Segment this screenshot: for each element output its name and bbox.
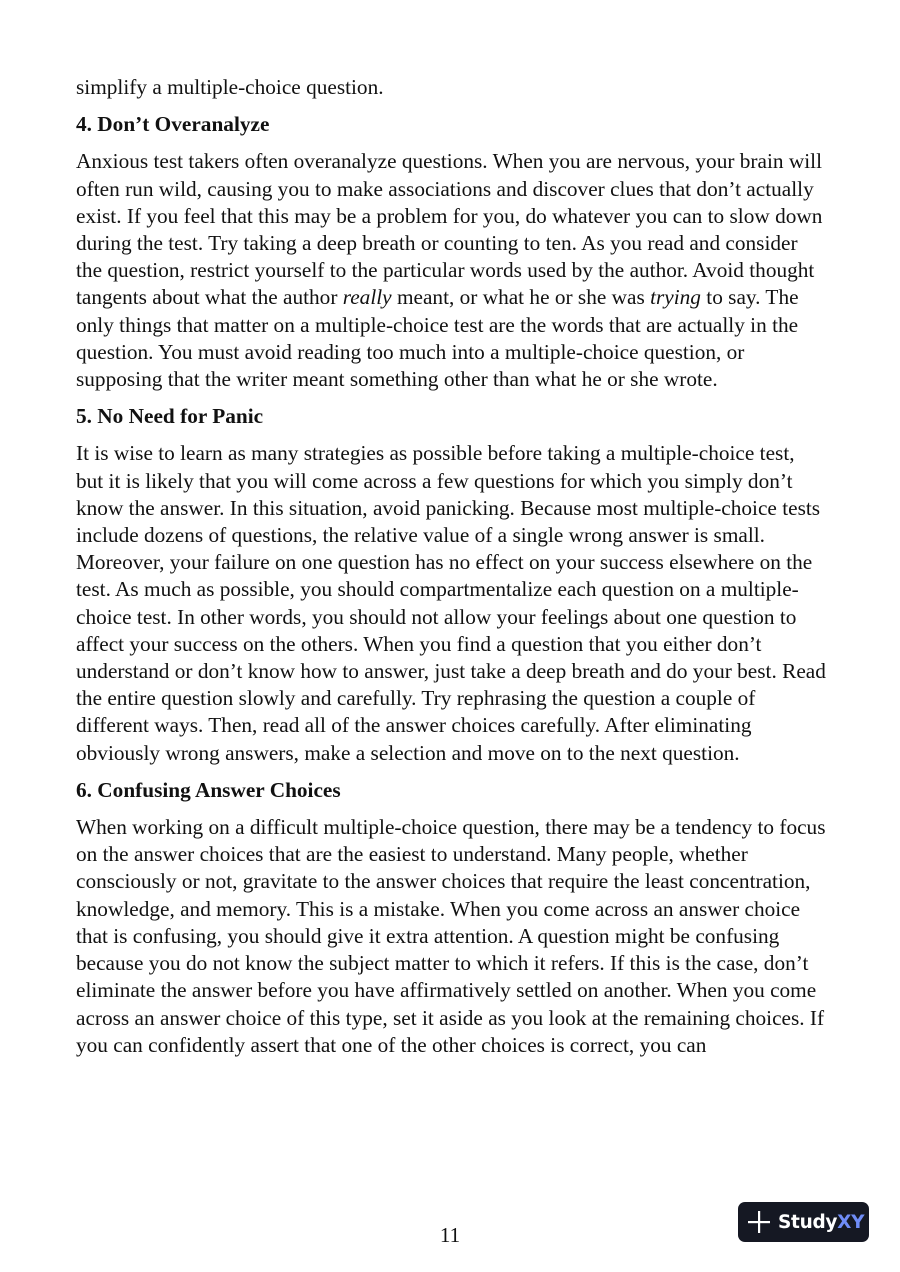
- section-heading-confusing-answer-choices: 6. Confusing Answer Choices: [76, 777, 341, 802]
- studyxy-badge[interactable]: [738, 1202, 869, 1242]
- brand-accent: XY: [837, 1211, 865, 1233]
- section-body-no-need-for-panic: It is wise to learn as many strategies as possible before taking a multiple-choice test, but it is likely that you will come across a few questions for which you simply don’t know the answer. In this situation, avoid panicking. Because most multiple-choice tests include dozens of questions, the relative value of a single wrong answer is small. Moreover, your failure on one question has no effect on your success elsewhere on the test. As much as possible, you should compartmentalize each question on a multiple-choice test. In other words, you should not allow your feelings about one question to affect your success on the others. When you find a question that you either don’t understand or don’t know how to answer, just take a deep breath and do your best. Read the entire question slowly and carefully. Try rephrasing the question a couple of different ways. Then, read all of the answer choices carefully. After eliminating obviously wrong answers, make a selection and move on to the next question.: [76, 441, 826, 765]
- body-text: meant, or what he or she was: [391, 285, 651, 310]
- brand-main: Study: [778, 1211, 838, 1233]
- section-heading-no-need-for-panic: 5. No Need for Panic: [76, 404, 264, 429]
- page-number: 11: [439, 1223, 461, 1247]
- body-text: to say. The only things that matter on a multiple-choice test are the words that are actually in the question. You must avoid reading too much into a multiple-choice question, or supposing that the writer meant something other than what he or she wrote.: [76, 285, 799, 392]
- document-page: [76, 74, 826, 1059]
- section-body-dont-overanalyze: [76, 148, 826, 393]
- section-body-confusing-answer-choices: When working on a difficult multiple-choice question, there may be a tendency to focus on the answer choices that are the easiest to understand. Many people, whether consciously or not, gravitate to the answer choices that require the least concentration, knowledge, and memory. This is a mistake. When you come across an answer choice that is confusing, you should give it extra attention. A question might be confusing because you do not know the subject matter to which it refers. If this is the case, don’t eliminate the answer before you have affirmatively settled on another. When you come across an answer choice of this type, set it aside as you look at the remaining choices. If you can confidently assert that one of the other choices is correct, you can: [76, 815, 826, 1057]
- studyxy-logo-text: [778, 1212, 864, 1233]
- opening-line: simplify a multiple-choice question.: [76, 75, 384, 99]
- emphasis-really: really: [342, 285, 392, 310]
- emphasis-trying: trying: [650, 285, 701, 310]
- body-text: Anxious test takers often overanalyze questions. When you are nervous, your brain will often run wild, causing you to make associations and discover clues that don’t actually exist. If you feel that this may be a problem for you, do whatever you can to slow down during the test. Try taking a deep breath or counting to ten. As you read and consider the question, restrict yourself to the particular words used by the author. Avoid thought tangents about what the author: [76, 149, 823, 310]
- section-heading-dont-overanalyze: 4. Don’t Overanalyze: [76, 112, 270, 137]
- plus-icon: [747, 1210, 771, 1234]
